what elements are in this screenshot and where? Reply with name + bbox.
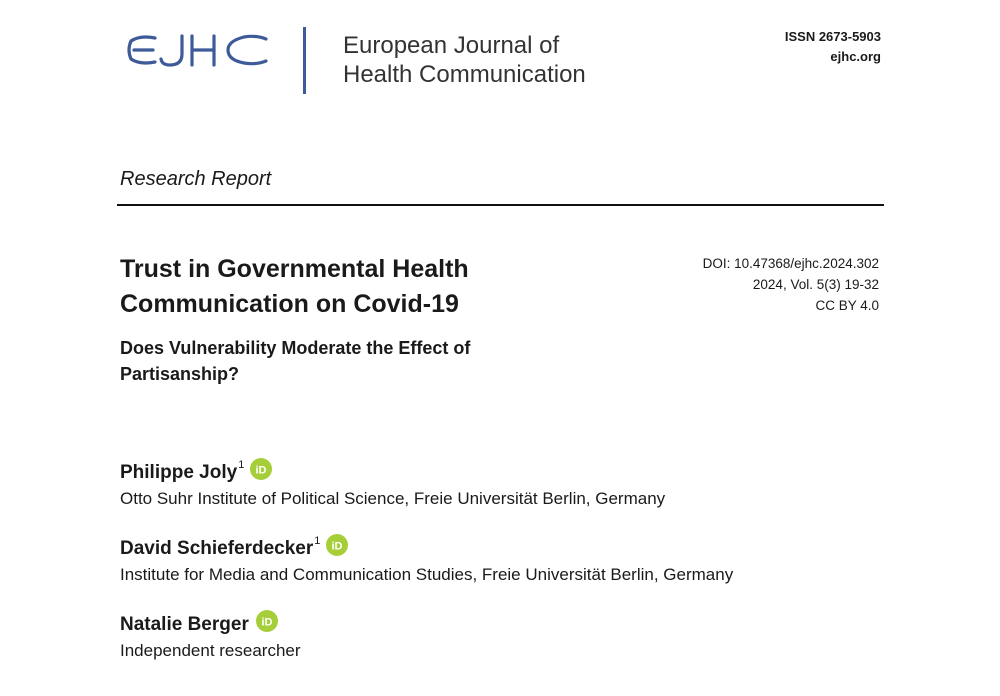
orcid-icon[interactable] <box>326 534 348 556</box>
issn-block <box>785 27 881 67</box>
header-rule <box>117 204 884 206</box>
author-name: Philippe Joly <box>120 462 238 483</box>
author-affiliation-mark: 1 <box>314 535 321 547</box>
article-title <box>120 252 560 322</box>
author-name: Natalie Berger <box>120 614 249 635</box>
svg-text:iD: iD <box>331 540 343 553</box>
license: CC BY 4.0 <box>815 298 879 313</box>
orcid-icon[interactable] <box>250 458 272 480</box>
subtitle-line1: Does Vulnerability Moderate the Effect of <box>120 338 471 358</box>
article-type: Research Report <box>120 168 272 190</box>
author-name: David Schieferdecker <box>120 538 314 559</box>
author-block <box>120 534 733 586</box>
article-meta <box>703 253 879 316</box>
author-affiliation-mark: 1 <box>238 459 245 471</box>
subtitle-line2: Partisanship? <box>120 364 240 384</box>
doi-link[interactable]: DOI: 10.47368/ejhc.2024.302 <box>702 256 879 271</box>
journal-name <box>343 31 586 89</box>
title-line1: Trust in Governmental Health <box>120 255 469 283</box>
ejhc-logo <box>126 32 270 68</box>
svg-text:iD: iD <box>255 464 267 477</box>
website-link[interactable]: ejhc.org <box>830 49 881 64</box>
article-subtitle <box>120 335 470 387</box>
journal-name-line1: European Journal of <box>343 32 560 59</box>
author-block <box>120 610 301 662</box>
volume-info: 2024, Vol. 5(3) 19-32 <box>752 277 879 292</box>
svg-text:iD: iD <box>261 616 273 629</box>
logo-divider <box>303 27 306 94</box>
issn: ISSN 2673-5903 <box>784 29 881 44</box>
title-line2: Communication on Covid-19 <box>120 290 459 318</box>
author-affiliation: Independent researcher <box>120 641 301 660</box>
journal-name-line2: Health Communication <box>343 61 586 88</box>
author-block <box>120 458 665 510</box>
orcid-icon[interactable] <box>256 610 278 632</box>
author-affiliation: Otto Suhr Institute of Political Science, Freie Universität Berlin, Germany <box>120 489 666 508</box>
author-affiliation: Institute for Media and Communication Studies, Freie Universität Berlin, Germany <box>120 565 734 584</box>
